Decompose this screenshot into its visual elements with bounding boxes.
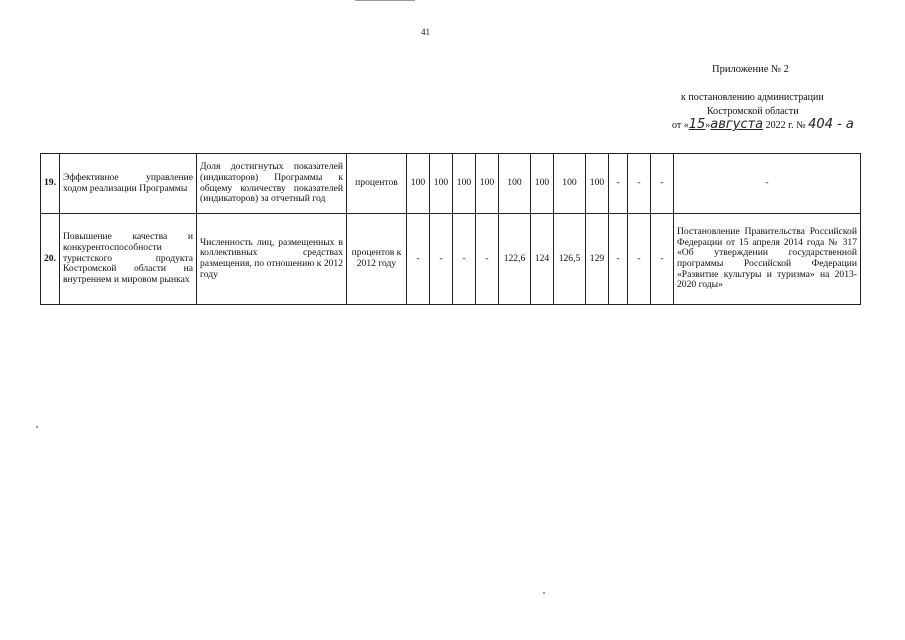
value-cell: - — [609, 214, 628, 305]
value-cell: - — [453, 214, 476, 305]
basis-cell: - — [674, 154, 861, 214]
row-number: 19. — [41, 154, 60, 214]
indicator-name: Доля достигнутых показателей (индикаторов) Программы к общему количеству показателей (индикаторов) за отчетный год — [197, 154, 347, 214]
decree-month-handwritten: августа — [710, 117, 764, 132]
row-number: 20. — [41, 214, 60, 305]
value-cell: 100 — [407, 154, 430, 214]
value-cell: 122,6 — [499, 214, 531, 305]
value-cell: 129 — [586, 214, 609, 305]
scan-mark-bottom — [543, 592, 545, 594]
unit-cell: процентов — [347, 154, 407, 214]
value-cell: 126,5 — [554, 214, 586, 305]
value-cell: - — [628, 154, 651, 214]
decree-date-line — [672, 117, 854, 132]
table-row — [41, 214, 861, 305]
scan-mark-left — [36, 426, 38, 428]
value-cell: 100 — [586, 154, 609, 214]
value-cell: - — [609, 154, 628, 214]
decree-number-handwritten: 404 - а — [808, 117, 854, 132]
value-cell: - — [476, 214, 499, 305]
value-cell: 100 — [554, 154, 586, 214]
goal-name: Повышение качества и конкурентоспособности туристского продукта Костромской области на внутреннем и мировом рынках — [60, 214, 197, 305]
page-number: 41 — [421, 27, 430, 37]
appendix-title: Приложение № 2 — [712, 64, 789, 75]
unit-cell: процентов к 2012 году — [347, 214, 407, 305]
value-cell: - — [407, 214, 430, 305]
decree-day-handwritten: 15 — [688, 117, 706, 132]
indicator-name: Численность лиц, размещенных в коллективных средствах размещения, по отношению к 2012 году — [197, 214, 347, 305]
value-cell: - — [651, 214, 674, 305]
decree-prefix: от « — [672, 120, 689, 131]
value-cell: 124 — [531, 214, 554, 305]
value-cell: 100 — [476, 154, 499, 214]
value-cell: - — [651, 154, 674, 214]
decree-day-close: » — [705, 120, 711, 131]
value-cell: - — [430, 214, 453, 305]
value-cell: 100 — [499, 154, 531, 214]
basis-cell: Постановление Правительства Российской Федерации от 15 апреля 2014 года № 317 «Об утверждении государственной программы Российской Федерации «Развитие культуры и туризма» на 2013-2020 годы» — [674, 214, 861, 305]
value-cell: 100 — [531, 154, 554, 214]
value-cell: 100 — [453, 154, 476, 214]
value-cell: - — [628, 214, 651, 305]
decree-line-2: Костромской области — [707, 106, 799, 117]
decree-line-1: к постановлению администрации — [681, 92, 824, 103]
indicators-table — [40, 153, 861, 305]
scan-mark-top — [355, 0, 415, 1]
table-row — [41, 154, 861, 214]
goal-name: Эффективное управление ходом реализации Программы — [60, 154, 197, 214]
value-cell: 100 — [430, 154, 453, 214]
decree-year: 2022 г. № — [765, 120, 806, 131]
